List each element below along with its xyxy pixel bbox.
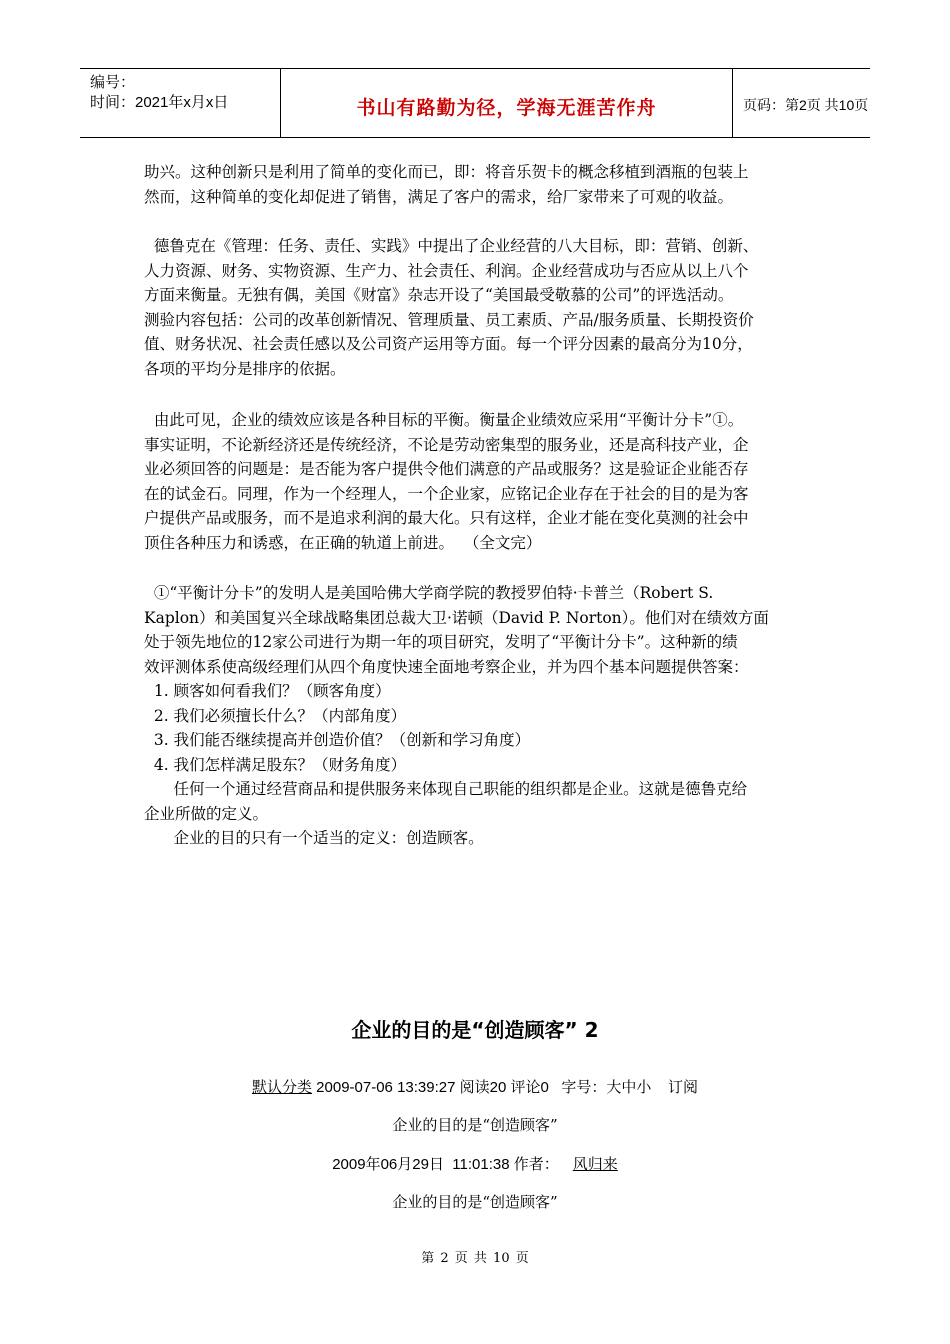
text-line: 值、财务状况、社会责任感以及公司资产运用等方面。每一个评分因素的最高分为10分， [144,335,753,353]
text-line: 事实证明，不论新经济还是传统经济，不论是劳动密集型的服务业，还是高科技产业，企 [144,435,749,454]
page-footer: 第 2 页 共 10 页 [421,1251,529,1266]
motto: 书山有路勤为径，学海无涯苦作舟 [356,97,657,119]
text-line: 在的试金石。同理，作为一个经理人，一个企业家，应铭记企业存在于社会的目的是为客 [144,484,749,503]
text-line: Kaplon）和美国复兴全球战略集团总裁大卫·诺顿（David P. Norton）。他们对在绩效方面 [144,608,769,627]
text-line: ①“平衡计分卡”的发明人是美国哈佛大学商学院的教授罗伯特·卡普兰（Robert S. [144,584,714,602]
header-meta [80,69,280,137]
meta-text: 2009-07-06 13:39:27 阅读20 评论0 字号：大中小 订阅 [312,1079,698,1096]
text-line: 企业所做的定义。 [144,804,269,823]
author-link[interactable]: 风归来 [572,1156,618,1173]
number-label: 编号： [90,74,136,91]
header-page-cell [733,69,870,137]
header-motto-cell [280,69,733,137]
time-label: 时间：2021年x月x日 [90,94,229,111]
list-item: 3. 我们能否继续提高并创造价值？（创新和学习角度） [144,731,531,749]
paragraph-2 [144,234,824,381]
text-line: 业必须回答的问题是：是否能为客户提供令他们满意的产品或服务？这是验证企业能否存 [144,460,749,478]
article-meta [0,1076,950,1097]
text-line: 德鲁克在《管理：任务、责任、实践》中提出了企业经营的八大目标，即：营销、创新、 [144,237,759,255]
list-item: 1. 顾客如何看我们？（顾客角度） [144,682,391,700]
article-date-author [0,1153,950,1174]
paragraph-1 [144,160,824,209]
text-line: 户提供产品或服务，而不是追求利润的最大化。只有这样，企业才能在变化莫测的社会中 [144,509,749,527]
list-item: 2. 我们必须擅长什么？（内部角度） [144,706,407,725]
text-line: 企业的目的只有一个适当的定义：创造顾客。 [144,829,484,847]
footnote-paragraph [144,581,824,851]
text-line: 方面来衡量。无独有偶，美国《财富》杂志开设了“美国最受敬慕的公司”的评选活动。 [144,286,734,304]
text-line: 由此可见，企业的绩效应该是各种目标的平衡。衡量企业绩效应采用“平衡计分卡”①。 [144,411,744,429]
text-line: 任何一个通过经营商品和提供服务来体现自己职能的组织都是企业。这就是德鲁克给 [144,780,748,798]
text-line: 效评测体系使高级经理们从四个角度快速全面地考察企业，并为四个基本问题提供答案： [144,657,749,676]
article-title: 企业的目的是“创造顾客” 2 [351,1018,599,1042]
text-line: 测验内容包括：公司的改革创新情况、管理质量、员工素质、产品/服务质量、长期投资价 [144,310,754,329]
text-line: 助兴。这种创新只是利用了简单的变化而已，即：将音乐贺卡的概念移植到酒瓶的包装上 [144,163,749,181]
page-label: 页码：第2页 共10页 [743,97,869,113]
date-text: 2009年06月29日 11:01:38 作者： [332,1156,559,1173]
article-subtitle-2: 企业的目的是“创造顾客” [392,1193,558,1211]
text-line: 然而，这种简单的变化却促进了销售，满足了客户的需求，给厂家带来了可观的收益。 [144,187,734,206]
article-subtitle: 企业的目的是“创造顾客” [392,1116,558,1134]
list-item: 4. 我们怎样满足股东？（财务角度） [144,755,407,774]
text-line: 顶住各种压力和诱惑，在正确的轨道上前进。 （全文完） [144,533,542,552]
page-header [80,68,870,138]
paragraph-3 [144,408,824,555]
text-line: 人力资源、财务、实物资源、生产力、社会责任、利润。企业经营成功与否应从以上八个 [144,261,749,280]
text-line: 各项的平均分是排序的依据。 [144,359,346,378]
text-line: 处于领先地位的12家公司进行为期一年的项目研究，发明了“平衡计分卡”。这种新的绩 [144,633,738,651]
category-link[interactable]: 默认分类 [251,1079,312,1096]
